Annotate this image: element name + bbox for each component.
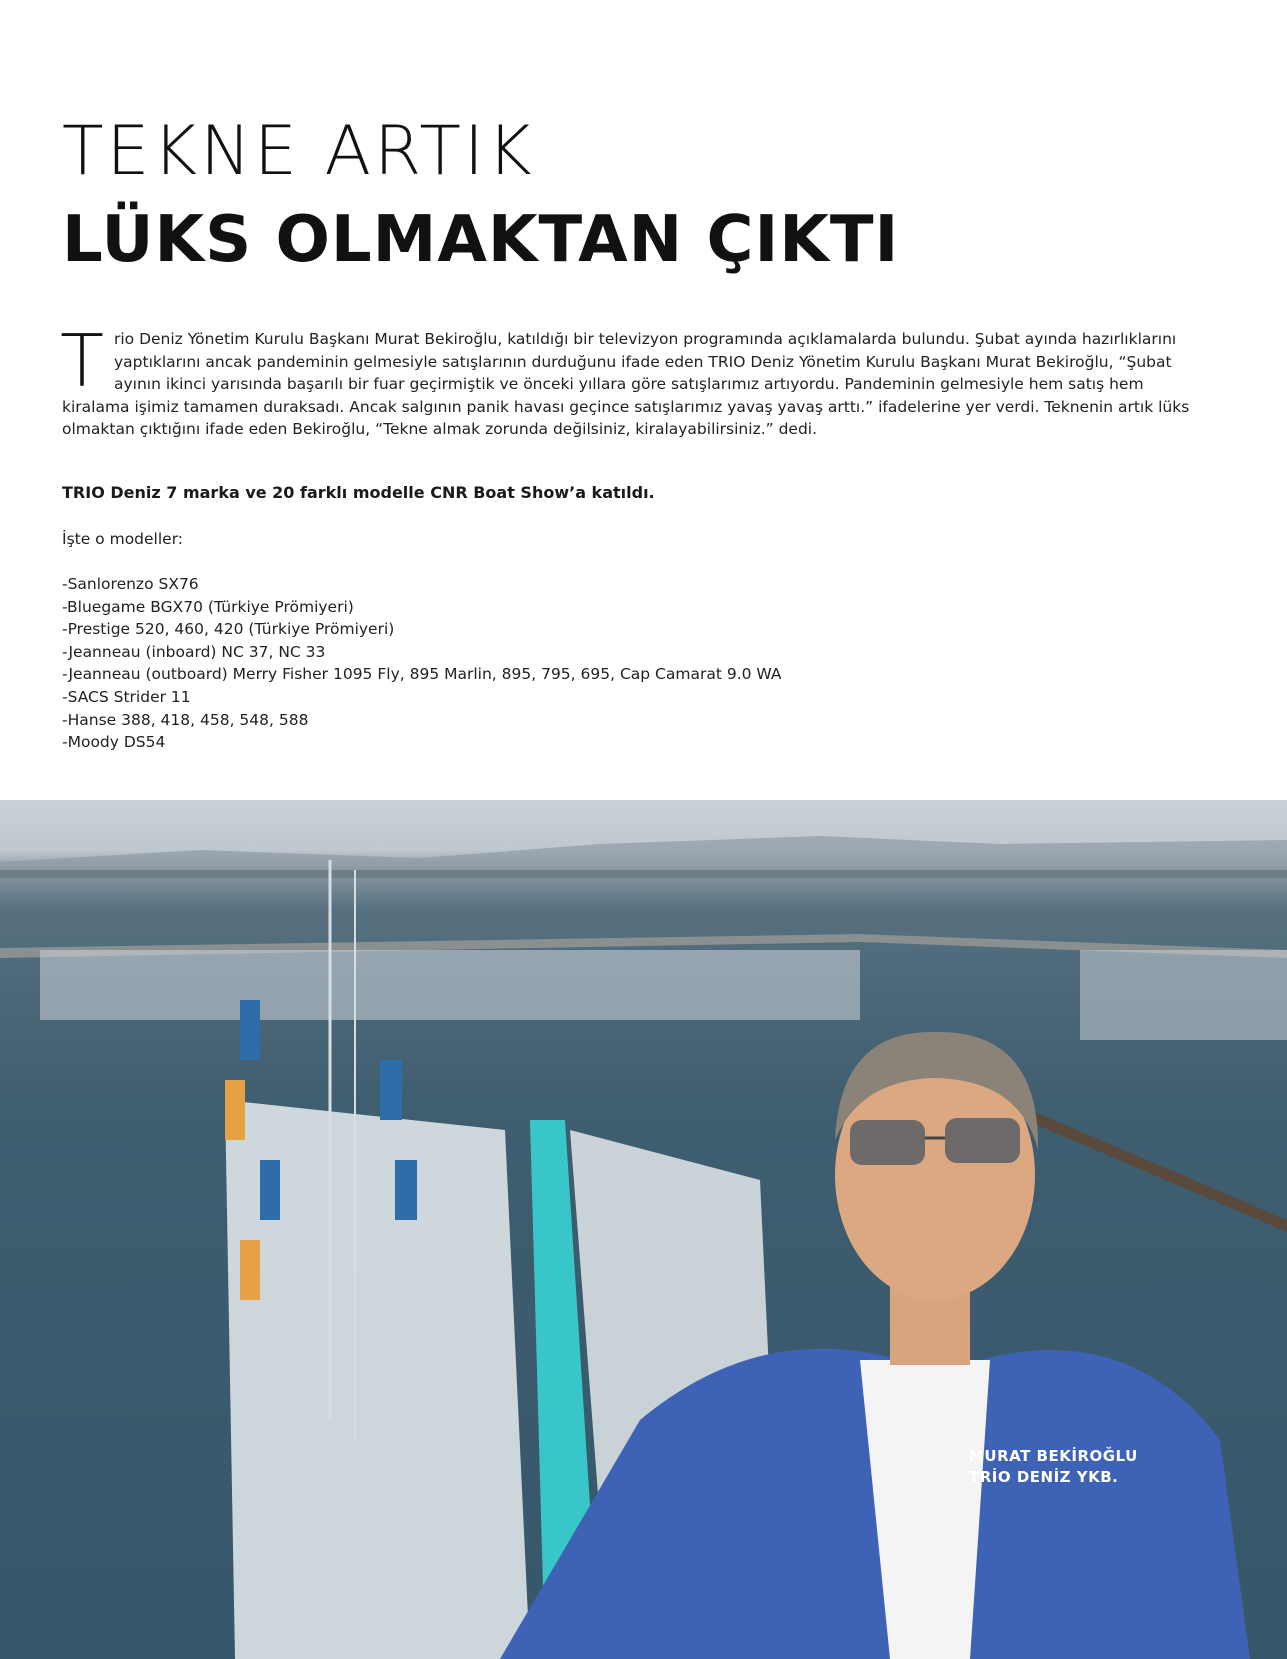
models-list bbox=[62, 573, 782, 754]
model-item: -Jeanneau (inboard) NC 37, NC 33 bbox=[62, 642, 326, 661]
headline-line-2: LÜKS OLMAKTAN ÇIKTI bbox=[62, 203, 900, 277]
model-item: -Prestige 520, 460, 420 (Türkiye Prömiyeri) bbox=[62, 620, 395, 639]
headline-line-1: TEKNE ARTIK bbox=[62, 112, 535, 191]
marina-illustration bbox=[0, 800, 1287, 1659]
model-item: -Jeanneau (outboard) Merry Fisher 1095 Fly, 895 Marlin, 895, 795, 695, Cap Camarat 9.0 WA bbox=[62, 665, 782, 684]
intro-text: rio Deniz Yönetim Kurulu Başkanı Murat Bekiroğlu, katıldığı bir televizyon programında açıklamalarda bulundu. Şubat ayında hazırlıklarını yaptıklarını ancak pandeminin gelmesiyle satışlarının durduğunu ifade eden TRIO Deniz Yönetim Kurulu Başkanı Murat Bekiroğlu, “Şubat ayının ikinci yarısında başarılı bir fuar geçirmiştik ve önceki yıllara göre satışlarımız artıyordu. Pandeminin gelmesiyle hem satış hem kiralama işimiz tamamen duraksadı. Ancak salgının panik havası geçince satışlarımız yavaş yavaş arttı.” ifadelerine yer verdi. Teknenin artık lüks olmaktan çıktığını ifade eden Bekiroğlu, “Tekne almak zorunda değilsiniz, kiralayabilirsiniz.” dedi. bbox=[62, 330, 1190, 438]
highlight-line: TRIO Deniz 7 marka ve 20 farklı modelle CNR Boat Show’a katıldı. bbox=[62, 483, 655, 502]
caption-name: MURAT BEKİROĞLU bbox=[969, 1447, 1138, 1465]
model-item: -SACS Strider 11 bbox=[62, 687, 191, 706]
model-item: -Hanse 388, 418, 458, 548, 588 bbox=[62, 710, 309, 729]
model-item: -Sanlorenzo SX76 bbox=[62, 575, 199, 593]
model-item: -Moody DS54 bbox=[62, 733, 166, 752]
models-intro: İşte o modeller: bbox=[62, 530, 184, 548]
caption-role: TRİO DENİZ YKB. bbox=[969, 1468, 1119, 1486]
photo-caption bbox=[969, 1446, 1138, 1488]
model-item: -Bluegame BGX70 (Türkiye Prömiyeri) bbox=[62, 597, 354, 616]
marina-photo bbox=[0, 800, 1287, 1659]
drop-cap: T bbox=[60, 319, 104, 403]
intro-paragraph bbox=[60, 319, 1212, 441]
